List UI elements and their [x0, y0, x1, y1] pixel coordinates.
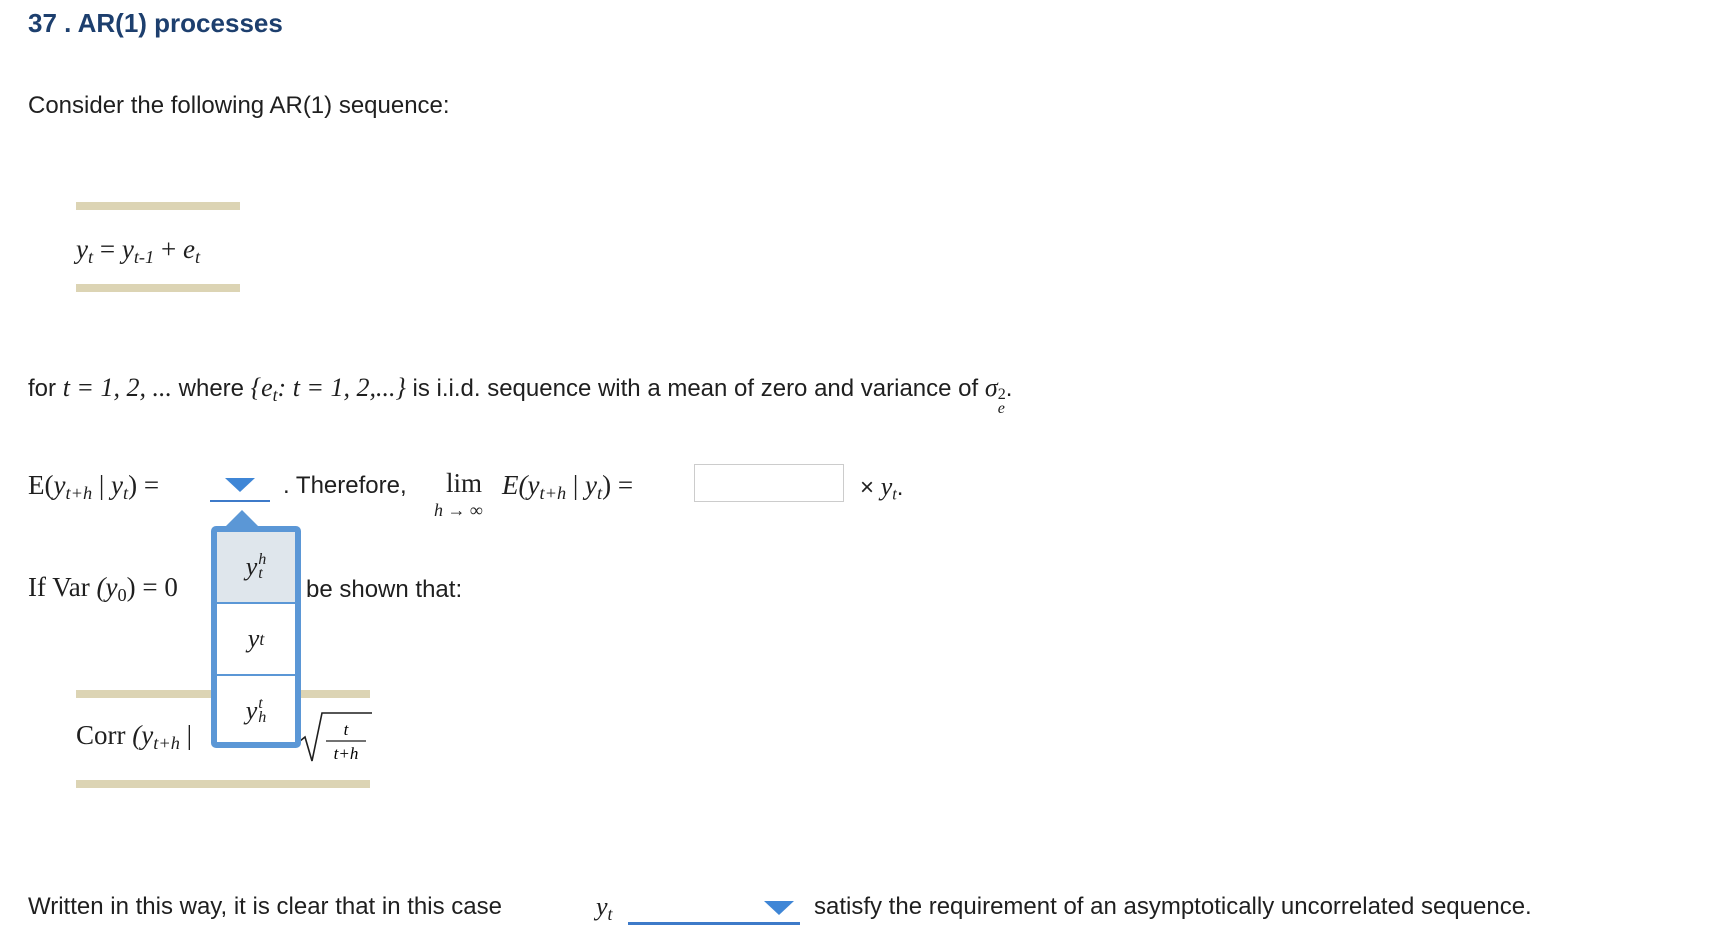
therefore-text: . Therefore,: [283, 472, 407, 499]
final-sentence-end: satisfy the requirement of an asymptotically uncorrelated sequence.: [814, 893, 1532, 920]
expectation-dropdown-list: [211, 526, 301, 748]
dropdown-arrow-icon[interactable]: [225, 478, 255, 492]
corr-equation-bottom-rule: [76, 780, 370, 788]
intro-text: Consider the following AR(1) sequence:: [28, 92, 450, 119]
final-yt: $y_t$: [596, 892, 613, 924]
limit-coefficient-input[interactable]: [694, 464, 844, 502]
times-yt-text: × $y_t$.: [860, 472, 904, 504]
equation-top-rule: [76, 202, 240, 210]
question-title: 37 . AR(1) processes: [28, 8, 283, 38]
dropdown-option-yh-t[interactable]: y t h: [245, 694, 267, 726]
final-sentence-start: Written in this way, it is clear that in this case: [28, 893, 502, 920]
dropdown-option-yt-h[interactable]: y h t: [217, 532, 295, 604]
eq-lhs-y: y: [76, 234, 88, 264]
expectation-lhs: $E(y_{t+h}$ | $y_t$) =: [28, 470, 160, 504]
shown-text: be shown that:: [306, 576, 463, 603]
dropdown-pointer: [226, 510, 258, 526]
sqrt-fraction: [300, 707, 372, 767]
fraction-denominator: t+h: [333, 744, 359, 763]
limit-operator: lim: [446, 468, 483, 498]
ar1-equation: $y_t = y_{t-1} + e_t$: [76, 234, 201, 268]
limit-subscript: h → ∞: [434, 500, 483, 520]
limit-expression: $E(y_{t+h}$ | $y_t$) =: [502, 470, 634, 504]
dropdown-arrow-icon[interactable]: [764, 901, 794, 915]
equation-bottom-rule: [76, 284, 240, 292]
satisfy-dropdown[interactable]: [628, 892, 800, 925]
sigma-symbol: σ 2 e: [984, 373, 1006, 417]
corr-expression: Corr ($y_{t+h}$ |: [76, 720, 193, 754]
variance-condition: If Var $(y_0) = 0$: [28, 572, 178, 606]
dropdown-option-yt[interactable]: y t: [217, 604, 295, 676]
condition-text: for t = 1, 2, ... where {$e_t$: t = 1, 2,...} is i.i.d. sequence with a mean of zero and variance of σ 2 e .: [28, 373, 1013, 417]
expectation-dropdown[interactable]: [210, 470, 270, 502]
fraction-numerator: t: [343, 720, 349, 739]
